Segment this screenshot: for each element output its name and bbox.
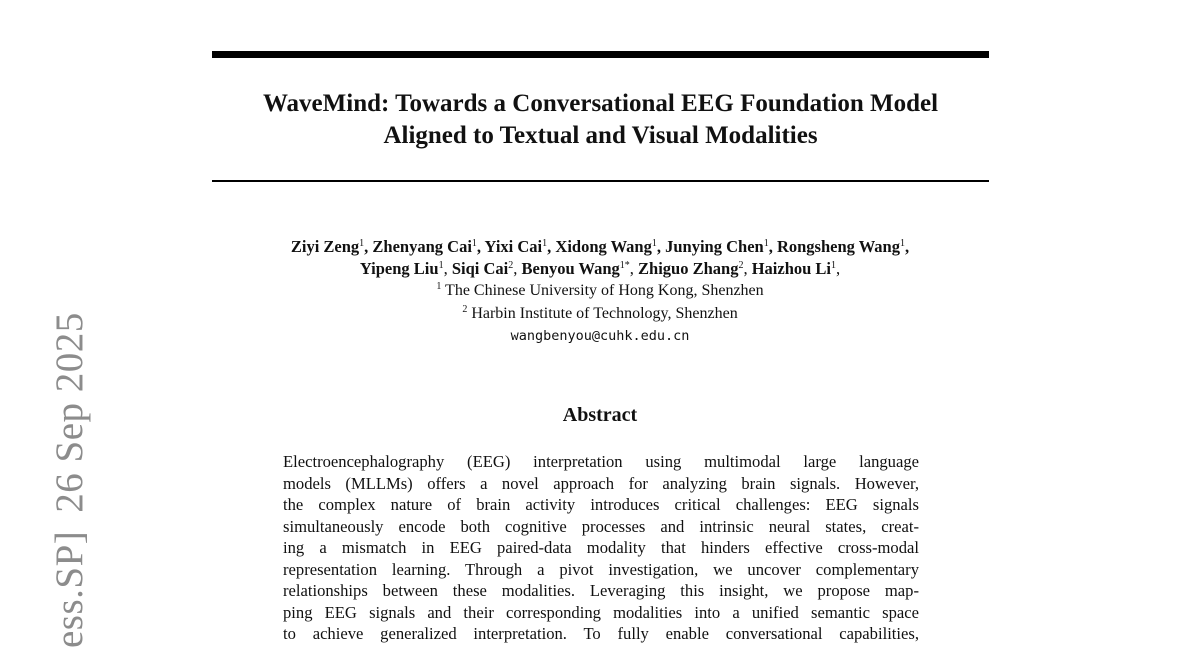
- contact-email: wangbenyou@cuhk.edu.cn: [510, 328, 690, 344]
- abstract-heading: Abstract: [562, 404, 638, 426]
- author-entry: Xidong Wang$^1$,: [555, 237, 666, 256]
- abstract-line: ing a mismatch in EEG paired-data modality that hinders effective cross-modal: [283, 538, 919, 557]
- abstract-line: ping EEG signals and their corresponding modalities into a unified semantic space: [283, 602, 919, 622]
- abstract-line: representation learning. Through a pivot investigation, we uncover complementary: [283, 559, 919, 579]
- title-bottom-rule: [212, 180, 989, 182]
- abstract-line: the complex nature of brain activity introduces critical challenges: EEG signals: [283, 495, 919, 514]
- abstract-line: models (MLLMs) offers a novel approach for analyzing brain signals. However,: [283, 473, 919, 493]
- author-entry: Ziyi Zeng$^1$,: [290, 237, 373, 256]
- title-line-2: Aligned to Textual and Visual Modalities: [383, 122, 818, 149]
- author-line-2: [190, 258, 1010, 280]
- title-line-1: WaveMind: Towards a Conversational EEG Foundation Model: [262, 90, 939, 117]
- affiliation-1: $^1$ The Chinese University of Hong Kong, Shenzhen: [436, 281, 764, 299]
- affiliation-2: $^2$ Harbin Institute of Technology, Shenzhen: [462, 304, 738, 322]
- author-list: [190, 236, 1010, 280]
- arxiv-category: ess.SP]: [48, 530, 91, 648]
- abstract-line: to achieve generalized interpretation. To fully enable conversational capabilities,: [283, 624, 919, 643]
- abstract-body: [283, 451, 919, 645]
- author-line-1: [190, 236, 1010, 258]
- author-entry: Siqi Cai$^2$,: [451, 259, 522, 278]
- author-entry: Benyou Wang$^{1*}$,: [521, 259, 639, 278]
- abstract-line: relationships between these modalities. Leveraging this insight, we propose map-: [283, 581, 919, 600]
- author-entry: Yixi Cai$^1$,: [484, 237, 556, 256]
- author-entry: Rongsheng Wang$^1$,: [776, 237, 910, 256]
- arxiv-identifier-stamp: [50, 312, 89, 648]
- abstract-line: simultaneously encode both cognitive processes and intrinsic neural states, creat-: [283, 516, 919, 536]
- paper-title: [212, 88, 989, 152]
- author-entry: Yipeng Liu$^1$,: [359, 259, 452, 278]
- author-entry: Haizhou Li$^1$,: [751, 259, 841, 278]
- arxiv-date: 26 Sep 2025: [48, 312, 91, 513]
- title-top-rule: [212, 51, 989, 58]
- author-entry: Junying Chen$^1$,: [665, 237, 777, 256]
- author-entry: Zhiguo Zhang$^2$,: [638, 259, 752, 278]
- author-entry: Zhenyang Cai$^1$,: [372, 237, 485, 256]
- abstract-line: Electroencephalography (EEG) interpretation using multimodal large language: [283, 452, 919, 471]
